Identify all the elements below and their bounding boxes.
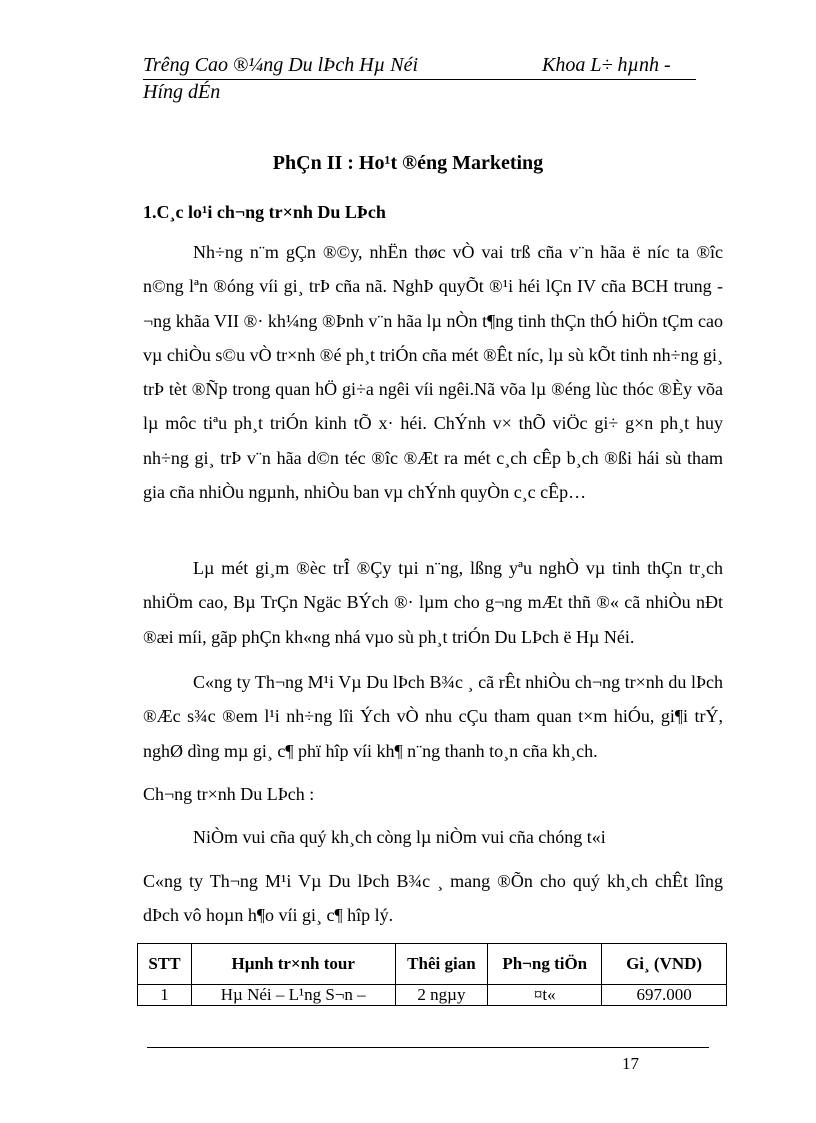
col-header-price: Gi¸ (VND) bbox=[602, 944, 727, 985]
col-header-duration: Thêi gian bbox=[395, 944, 488, 985]
table-header-row bbox=[138, 944, 727, 985]
section-heading: 1.C¸c lo¹i ch¬ng tr×nh Du LÞch bbox=[143, 202, 386, 222]
tour-table bbox=[137, 943, 727, 1006]
header-rule bbox=[143, 79, 696, 80]
col-header-stt: STT bbox=[138, 944, 192, 985]
paragraph-company: C«ng ty Th¬ng M¹i Vµ Du lÞch B¾c ¸ cã rÊt nhiÒu ch¬ng tr×nh du lÞch ®Æc s¾c ®em l¹i nh÷ng lîi Ých vÒ nhu cÇu tham quan t×m hiÓu, gi¶i trÝ, nghØ dìng mµ gi¸ c¶ phï hîp víi kh¶ n¨ng thanh to¸n cña kh¸ch. bbox=[143, 672, 723, 761]
paragraph-culture: Nh÷ng n¨m gÇn ®©y, nhËn thøc vÒ vai trß cña v¨n hãa ë níc ta ®îc n©ng lªn ®óng víi gi¸ trÞ cña nã. NghÞ quyÕt ®¹i héi lÇn IV cña BCH trung ¬ng khãa VII ®· kh¼ng ®Þnh v¨n hãa lµ nÒn t¶ng tinh thÇn thÓ hiÖn tÇm cao vµ chiÒu s©u vÒ tr×nh ®é ph¸t triÓn cña mét ®Êt níc, lµ sù kÕt tinh nh÷ng gi¸ trÞ tèt ®Ñp trong quan hÖ gi÷a ngêi víi ngêi.Nã võa lµ ®éng lùc thóc ®Èy võa lµ môc tiªu ph¸t triÓn kinh tÕ x· héi. ChÝnh v× thÕ viÖc gi÷ g×n ph¸t huy nh÷ng gi¸ trÞ v¨n hãa d©n téc ®îc ®Æt ra mét c¸ch cÊp b¸ch ®ßi hái sù tham gia cña nhiÒu ngµnh, nhiÒu ban vµ chÝnh quyÒn c¸c cÊp… bbox=[143, 242, 723, 503]
page-number: 17 bbox=[622, 1054, 639, 1073]
header-school-name: Trêng Cao ®¼ng Du lÞch Hµ Néi bbox=[143, 54, 419, 76]
page-title: PhÇn II : Ho¹t ®éng Marketing bbox=[272, 152, 544, 174]
program-label: Ch¬ng tr×nh Du LÞch : bbox=[143, 784, 315, 804]
cell-stt: 1 bbox=[138, 985, 192, 1006]
cell-transport: ¤t« bbox=[488, 985, 602, 1006]
cell-price: 697.000 bbox=[602, 985, 727, 1006]
slogan: NiÒm vui cña quý kh¸ch còng lµ niÒm vui cña chóng t«i bbox=[193, 827, 606, 847]
col-header-itinerary: Hµnh tr×nh tour bbox=[191, 944, 395, 985]
closing-paragraph: C«ng ty Th¬ng M¹i Vµ Du lÞch B¾c ¸ mang ®Õn cho quý kh¸ch chÊt lîng dÞch vô hoµn h¶o víi gi¸ c¶ hîp lý. bbox=[143, 871, 723, 926]
cell-itinerary: Hµ Néi – L¹ng S¬n – bbox=[191, 985, 395, 1006]
header-guide: Híng dÉn bbox=[143, 81, 221, 103]
cell-duration: 2 ngµy bbox=[395, 985, 488, 1006]
col-header-transport: Ph¬ng tiÖn bbox=[488, 944, 602, 985]
paragraph-director: Lµ mét gi¸m ®èc trÎ ®Çy tµi n¨ng, lßng yªu nghÒ vµ tinh thÇn tr¸ch nhiÖm cao, Bµ TrÇn Ngäc BÝch ®· lµm cho g¬ng mÆt thñ ®« cã nhiÒu nÐt ®æi míi, gãp phÇn kh«ng nhá vµo sù ph¸t triÓn Du LÞch ë Hµ Néi. bbox=[143, 558, 723, 647]
table-row bbox=[138, 985, 727, 1006]
header-faculty: Khoa L÷ hµnh - bbox=[542, 54, 671, 76]
footer-rule bbox=[147, 1047, 709, 1048]
